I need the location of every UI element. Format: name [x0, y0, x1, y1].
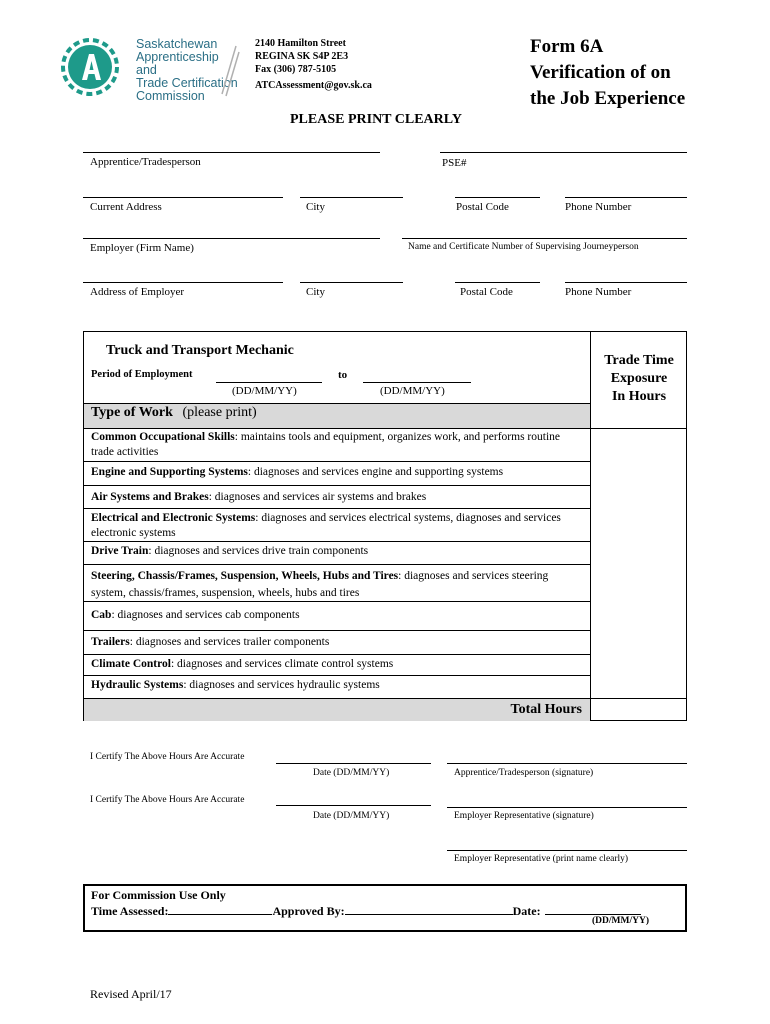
employer-label: Employer (Firm Name)	[90, 242, 194, 254]
apprentice-signature-line[interactable]	[447, 763, 687, 764]
employer-phone-input-line[interactable]	[565, 282, 687, 283]
row-divider	[84, 698, 686, 699]
row-title: Trailers	[91, 636, 130, 648]
work-row	[91, 465, 581, 480]
employer-postal-label: Postal Code	[460, 286, 513, 298]
org-name-line: Commission	[136, 89, 205, 103]
row-title: Engine and Supporting Systems	[91, 466, 248, 478]
work-row	[91, 511, 581, 541]
slash-graphic-icon	[218, 42, 240, 98]
employer-signature-line[interactable]	[447, 807, 687, 808]
postal-code-input-line[interactable]	[455, 197, 540, 198]
row-divider	[84, 485, 590, 486]
row-desc: : diagnoses and services electrical systems, diagnoses and services electronic systems	[91, 512, 561, 539]
trade-time-heading	[590, 352, 688, 406]
pse-label: PSE#	[442, 157, 467, 169]
approved-by-label: Approved By:	[272, 904, 345, 918]
apprentice-date-label: Date (DD/MM/YY)	[313, 768, 390, 778]
commission-fields	[91, 903, 679, 919]
certify-statement: I Certify The Above Hours Are Accurate	[90, 752, 245, 762]
work-row	[91, 608, 581, 623]
row-desc: : diagnoses and services climate control systems	[170, 658, 394, 670]
address-line: REGINA SK S4P 2E3	[255, 51, 349, 62]
revised-date: Revised April/17	[90, 987, 172, 1001]
trade-name: Truck and Transport Mechanic	[106, 343, 294, 358]
work-row	[91, 544, 581, 559]
work-row	[91, 490, 581, 505]
row-divider	[84, 654, 590, 655]
row-desc: : maintains tools and equipment, organizes work, and performs routine trade activities	[91, 431, 561, 458]
apprentice-signature-label: Apprentice/Tradesperson (signature)	[454, 768, 594, 778]
period-start-format: (DD/MM/YY)	[232, 385, 297, 397]
form-title	[530, 34, 685, 112]
row-divider	[84, 564, 590, 565]
employer-address-label: Address of Employer	[90, 286, 185, 298]
commission-use-box	[83, 884, 687, 932]
work-experience-table	[83, 331, 687, 721]
current-address-label: Current Address	[90, 201, 162, 213]
period-start-input-line[interactable]	[216, 382, 322, 383]
row-divider	[84, 508, 590, 509]
apprentice-date-input-line[interactable]	[276, 763, 431, 764]
trade-time-line: In Hours	[611, 389, 667, 404]
trade-time-line: Trade Time	[604, 353, 674, 368]
city-input-line[interactable]	[300, 197, 403, 198]
org-name-line: Apprenticeship and	[136, 50, 219, 77]
work-row	[91, 635, 581, 650]
employer-print-name-line[interactable]	[447, 850, 687, 851]
title-line: Form 6A	[530, 36, 604, 57]
row-desc: : diagnoses and services cab components	[111, 609, 300, 621]
please-print-label: (please print)	[182, 405, 257, 420]
time-assessed-label: Time Assessed:	[91, 904, 169, 918]
employer-print-name-label: Employer Representative (print name clearly)	[454, 854, 629, 864]
email-line: ATCAssessment@gov.sk.ca	[255, 80, 372, 91]
employer-address-input-line[interactable]	[83, 282, 283, 283]
phone-input-line[interactable]	[565, 197, 687, 198]
employer-signature-label: Employer Representative (signature)	[454, 811, 594, 821]
work-row	[91, 430, 581, 460]
employer-city-label: City	[306, 286, 325, 298]
row-desc: : diagnoses and services trailer components	[129, 636, 330, 648]
row-desc: : diagnoses and services air systems and brakes	[208, 491, 427, 503]
type-of-work-label: Type of Work	[91, 405, 173, 420]
postal-code-label: Postal Code	[456, 201, 509, 213]
commission-heading: For Commission Use Only	[91, 888, 226, 902]
supervisor-input-line[interactable]	[402, 238, 687, 239]
address-block	[255, 37, 372, 92]
row-divider	[84, 403, 590, 404]
row-title: Steering, Chassis/Frames, Suspension, Wheels, Hubs and Tires	[91, 570, 399, 582]
row-desc: : diagnoses and services hydraulic systems	[183, 679, 380, 691]
address-line: 2140 Hamilton Street	[255, 38, 346, 49]
approved-by-input[interactable]	[345, 903, 513, 915]
apprentice-input-line[interactable]	[83, 152, 380, 153]
phone-label: Phone Number	[565, 201, 632, 213]
row-desc: : diagnoses and services drive train components	[148, 545, 369, 557]
total-hours-label: Total Hours	[510, 702, 582, 717]
type-of-work-heading	[91, 405, 257, 421]
row-title: Electrical and Electronic Systems	[91, 512, 256, 524]
logo	[58, 36, 243, 103]
period-end-format: (DD/MM/YY)	[380, 385, 445, 397]
period-end-input-line[interactable]	[363, 382, 471, 383]
row-title: Drive Train	[91, 545, 149, 557]
employer-phone-label: Phone Number	[565, 286, 632, 298]
row-title: Common Occupational Skills	[91, 431, 235, 443]
row-divider	[84, 428, 686, 429]
employer-city-input-line[interactable]	[300, 282, 403, 283]
row-title: Air Systems and Brakes	[91, 491, 209, 503]
row-divider	[84, 541, 590, 542]
employer-date-label: Date (DD/MM/YY)	[313, 811, 390, 821]
current-address-input-line[interactable]	[83, 197, 283, 198]
employer-postal-input-line[interactable]	[455, 282, 540, 283]
commission-date-format: (DD/MM/YY)	[592, 916, 649, 926]
commission-date-input[interactable]	[545, 903, 641, 915]
supervisor-label: Name and Certificate Number of Supervising Journeyperson	[408, 242, 639, 252]
title-line: the Job Experience	[530, 88, 686, 109]
atc-logo-icon	[58, 36, 128, 98]
row-divider	[84, 630, 590, 631]
row-desc: : diagnoses and services engine and supporting systems	[247, 466, 504, 478]
commission-date-label: Date:	[512, 904, 541, 918]
org-name-line: Saskatchewan	[136, 37, 218, 51]
certify-statement: I Certify The Above Hours Are Accurate	[90, 795, 245, 805]
period-label: Period of Employment	[91, 369, 193, 380]
trade-time-line: Exposure	[610, 371, 668, 386]
work-row	[91, 657, 581, 672]
address-line: Fax (306) 787-5105	[255, 64, 337, 75]
row-title: Climate Control	[91, 658, 171, 670]
row-desc: : diagnoses and services steering system, chassis/frames, suspension, wheels, hubs and tires	[91, 570, 549, 599]
employer-input-line[interactable]	[83, 238, 380, 239]
row-title: Hydraulic Systems	[91, 679, 184, 691]
row-title: Cab	[91, 609, 112, 621]
period-to-label: to	[338, 369, 348, 381]
title-line: Verification of on	[530, 62, 671, 83]
work-row	[91, 568, 581, 602]
employer-date-input-line[interactable]	[276, 805, 431, 806]
print-clearly-instruction: PLEASE PRINT CLEARLY	[290, 112, 462, 127]
row-divider	[84, 601, 590, 602]
apprentice-label: Apprentice/Tradesperson	[90, 156, 201, 168]
row-divider	[84, 461, 590, 462]
city-label: City	[306, 201, 325, 213]
pse-input-line[interactable]	[440, 152, 687, 153]
org-name-line: Trade Certification	[136, 76, 238, 90]
row-divider	[84, 675, 590, 676]
work-row	[91, 678, 581, 693]
time-assessed-input[interactable]	[168, 903, 272, 915]
